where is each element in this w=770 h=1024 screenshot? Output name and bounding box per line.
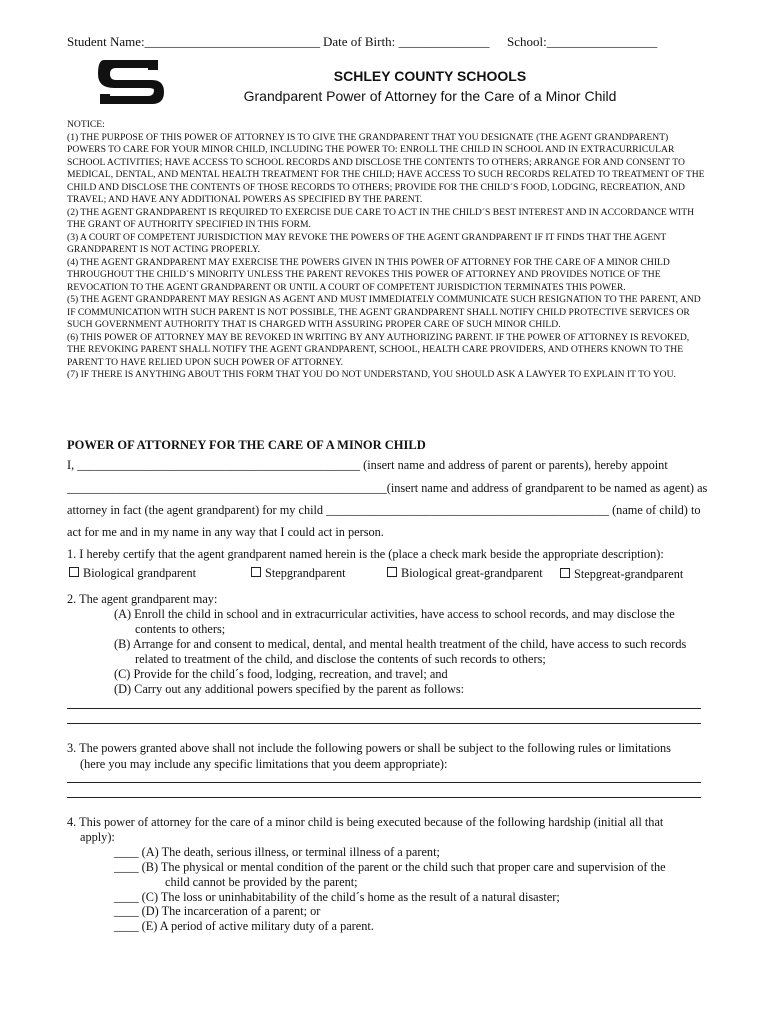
notice-item: (3) A COURT OF COMPETENT JURISDICTION MAY REVOKE THE POWERS OF THE AGENT GRANDPARENT IF IT FINDS THAT THE AGENT GRANDPARENT IS NOT ACTING PROPERLY.	[67, 231, 667, 255]
initial-blank[interactable]: ____	[114, 860, 139, 874]
parent-name-blank[interactable]: ______________________________________________	[77, 458, 361, 472]
option-biological-great-grandparent[interactable]	[387, 566, 543, 581]
power-b: (B) Arrange for and consent to medical, dental, and mental health treatment of the child, have access to such records	[114, 637, 687, 651]
poa-instruction: (insert name and address of parent or parents), hereby appoint	[363, 458, 668, 472]
checkbox[interactable]	[387, 567, 397, 577]
notice-item: (5) THE AGENT GRANDPARENT MAY RESIGN AS AGENT AND MUST IMMEDIATELY COMMUNICATE SUCH RESIGNATION TO THE PARENT, AND IF COMMUNICATION WITH SUCH PARENT IS NOT POSSIBLE, THE AGENT GRANDPARENT SHALL NOTIFY CHILD PROTECTIVE SERVICES OR SUCH GOVERNMENT AUTHORITY THAT IS CHARGED WITH ASSURING PROPER CARE OF SUCH MINOR CHILD.	[67, 294, 701, 330]
hardship-label: (A) The death, serious illness, or terminal illness of a parent;	[141, 845, 440, 859]
notice-heading: NOTICE:	[67, 119, 105, 130]
school-blank[interactable]: _________________	[546, 34, 658, 49]
limitations-line[interactable]	[67, 797, 701, 798]
initial-blank[interactable]: ____	[114, 904, 139, 918]
section-2-text: 2. The agent grandparent may:	[67, 592, 218, 606]
option-biological-grandparent[interactable]	[69, 566, 196, 581]
date-of-birth-field[interactable]	[323, 34, 489, 50]
dob-blank[interactable]: ______________	[398, 34, 490, 49]
poa-statement: act for me and in my name in any way that I could act in person.	[67, 525, 384, 539]
power-c: (C) Provide for the child´s food, lodging, recreation, and travel; and	[114, 667, 448, 681]
section-3-text-cont: (here you may include any specific limitations that you deem appropriate):	[80, 757, 448, 771]
option-label: Biological grandparent	[83, 566, 197, 580]
hardship-d	[114, 904, 320, 919]
hardship-label: (B) The physical or mental condition of the parent or the child such that proper care and supervision of the	[141, 860, 666, 874]
hardship-e	[114, 919, 374, 934]
parent-name-line	[67, 458, 668, 473]
power-b-cont: related to treatment of the child, and disclose the contents of such records to others;	[135, 652, 546, 666]
school-logo-icon	[94, 52, 174, 112]
hardship-label: (D) The incarceration of a parent; or	[141, 904, 321, 918]
limitations-line[interactable]	[67, 782, 701, 783]
child-name-line	[67, 503, 701, 518]
notice-item: (1) THE PURPOSE OF THIS POWER OF ATTORNEY IS TO GIVE THE GRANDPARENT THAT YOU DESIGNATE (THE AGENT GRANDPARENT) POWERS TO CARE FOR YOUR MINOR CHILD, INCLUDING THE POWER TO: ENROLL THE CHILD IN SCHOOL AND IN EXTRACURRICULAR SCHOOL ACTIVITIES; HAVE ACCESS TO SCHOOL RECORDS AND DISCLOSE THE CONTENTS TO OTHERS; ARRANGE FOR AND CONSENT TO MEDICAL, DENTAL, AND MENTAL HEALTH TREATMENT FOR THE CHILD; HAVE ACCESS TO SUCH RECORDS RELATED TO TREATMENT OF THE CHILD AND DISCLOSE THE CONTENTS OF THOSE RECORDS TO OTHERS; PROVIDE FOR THE CHILD´S FOOD, LODGING, RECREATION, AND TRAVEL; AND HAVE ANY ADDITIONAL POWERS AS SPECIFIED BY THE PARENT.	[67, 131, 705, 205]
school-field[interactable]	[507, 34, 657, 50]
poa-prefix: I,	[67, 458, 75, 472]
section-4-text: 4. This power of attorney for the care of a minor child is being executed because of the following hardship (initial all that	[67, 815, 664, 829]
section-4-text-cont: apply):	[80, 830, 115, 844]
initial-blank[interactable]: ____	[114, 845, 139, 859]
power-d: (D) Carry out any additional powers specified by the parent as follows:	[114, 682, 465, 696]
additional-powers-line[interactable]	[67, 723, 701, 724]
notice-item: (2) THE AGENT GRANDPARENT IS REQUIRED TO EXERCISE DUE CARE TO ACT IN THE CHILD´S BEST INTEREST AND IN ACCORDANCE WITH THE GRANT OF AUTHORITY SPECIFIED IN THIS FORM.	[67, 206, 694, 230]
checkbox[interactable]	[560, 568, 570, 578]
additional-powers-line[interactable]	[67, 708, 701, 709]
hardship-c	[114, 890, 560, 905]
checkbox[interactable]	[251, 567, 261, 577]
hardship-label: (C) The loss or uninhabitability of the child´s home as the result of a natural disaster;	[141, 890, 560, 904]
student-name-blank[interactable]: ___________________________	[144, 34, 321, 49]
notice-item: (7) IF THERE IS ANYTHING ABOUT THIS FORM THAT YOU DO NOT UNDERSTAND, YOU SHOULD ASK A LAWYER TO EXPLAIN IT TO YOU.	[67, 369, 676, 380]
notice-section	[67, 119, 707, 382]
power-a-cont: contents to others;	[135, 622, 226, 636]
grandparent-name-blank[interactable]: ____________________________________________________	[67, 481, 387, 495]
section-3-text: 3. The powers granted above shall not include the following powers or shall be subject to the following rules or limitations	[67, 741, 671, 755]
checkbox[interactable]	[69, 567, 79, 577]
power-a: (A) Enroll the child in school and in extracurricular activities, have access to school records, and may disclose the	[114, 607, 675, 621]
hardship-b-cont: child cannot be provided by the parent;	[165, 875, 358, 889]
grandparent-name-line	[67, 481, 707, 496]
student-name-field[interactable]	[67, 34, 320, 50]
option-label: Stepgreat-grandparent	[574, 567, 684, 581]
poa-heading: POWER OF ATTORNEY FOR THE CARE OF A MINOR CHILD	[67, 438, 426, 452]
option-stepgrandparent[interactable]	[251, 566, 346, 581]
initial-blank[interactable]: ____	[114, 890, 139, 904]
poa-instruction: (name of child) to	[612, 503, 701, 517]
notice-item: (4) THE AGENT GRANDPARENT MAY EXERCISE THE POWERS GIVEN IN THIS POWER OF ATTORNEY FOR THE CARE OF A MINOR CHILD THROUGHOUT THE CHILD´S MINORITY UNLESS THE PARENT REVOKES THIS POWER OF ATTORNEY AND PROVIDES NOTICE OF THE REVOCATION TO THE AGENT GRANDPARENT OR UNTIL A COURT OF COMPETENT JURISDICTION TERMINATES THIS POWER.	[67, 256, 670, 293]
form-title: Grandparent Power of Attorney for the Care of a Minor Child	[243, 88, 617, 104]
student-name-label: Student Name:	[67, 34, 145, 49]
hardship-a	[114, 845, 440, 860]
dob-label: Date of Birth:	[323, 34, 396, 49]
poa-prefix: attorney in fact (the agent grandparent) for my child	[67, 503, 324, 517]
option-label: Biological great-grandparent	[401, 566, 543, 580]
initial-blank[interactable]: ____	[114, 919, 139, 933]
child-name-blank[interactable]: ______________________________________________	[326, 503, 609, 517]
district-title: SCHLEY COUNTY SCHOOLS	[333, 68, 527, 84]
hardship-b	[114, 860, 666, 875]
section-1-text: 1. I hereby certify that the agent grandparent named herein is the (place a check mark beside the appropriate description):	[67, 547, 664, 561]
hardship-label: (E) A period of active military duty of a parent.	[141, 919, 374, 933]
school-label: School:	[507, 34, 547, 49]
notice-item: (6) THIS POWER OF ATTORNEY MAY BE REVOKED IN WRITING BY ANY AUTHORIZING PARENT. IF THE POWER OF ATTORNEY IS REVOKED, THE REVOKING PARENT SHALL NOTIFY THE AGENT GRANDPARENT, SCHOOL, HEALTH CARE PROVIDERS, AND OTHERS KNOWN TO THE PARENT TO HAVE RELIED UPON SUCH POWER OF ATTORNEY.	[67, 331, 690, 368]
option-stepgreat-grandparent[interactable]	[560, 567, 683, 582]
poa-instruction: (insert name and address of grandparent to be named as agent) as	[386, 481, 708, 495]
option-label: Stepgrandparent	[265, 566, 346, 580]
